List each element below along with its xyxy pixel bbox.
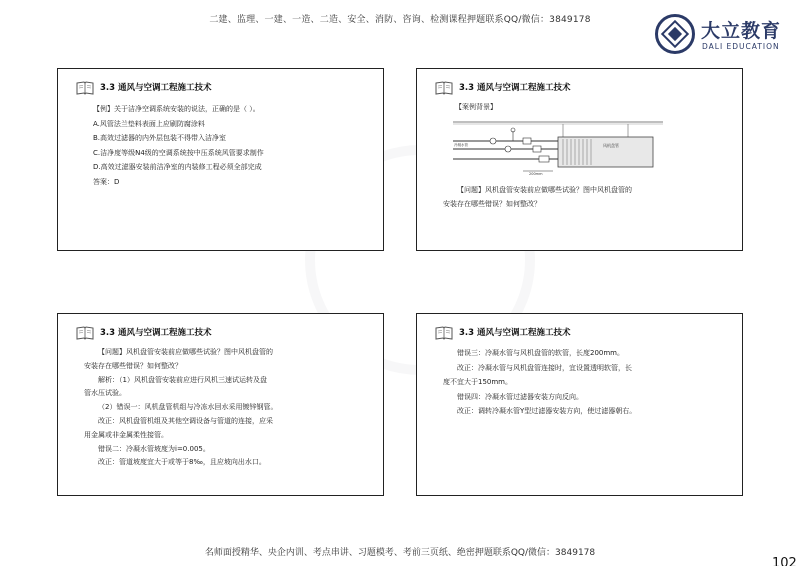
diagram-label-unit: 风机盘管 — [603, 143, 619, 148]
option-a: A.风管法兰垫料表面上应刷防腐涂料 — [93, 119, 205, 128]
book-icon — [76, 326, 94, 340]
slide-title-text: 3.3 通风与空调工程施工技术 — [459, 83, 571, 93]
logo-name-cn: 大立教育 — [701, 20, 782, 42]
header-banner: 二建、监理、一建、一造、二造、安全、消防、咨询、检测课程押题联系QQ/微信：3849178 — [209, 15, 591, 25]
book-icon — [435, 326, 453, 340]
text-line: 改正：风机盘管机组及其他空调设备与管道的连接，应采 — [98, 416, 273, 425]
slide-title-text: 3.3 通风与空调工程施工技术 — [100, 83, 212, 93]
slide-question — [443, 183, 733, 211]
page-number: 102 — [772, 556, 797, 566]
question-line: 安装存在哪些错误？如何整改？ — [443, 200, 541, 208]
dali-logo-icon — [655, 14, 695, 54]
text-line: （2）错误一：风机盘管机组与冷冻水回水采用镀锌钢管。 — [98, 403, 278, 412]
text-line: 管水压试验。 — [84, 389, 126, 398]
slide-body — [84, 346, 369, 470]
text-line: 改正：冷凝水管与风机盘管连接时，宜设置透明软管，长 — [457, 363, 632, 372]
diagram-label-length: 200mm — [529, 172, 543, 176]
fan-coil-diagram — [453, 119, 663, 177]
text-line: 【问题】风机盘管安装前应做哪些试验？图中风机盘管的 — [98, 348, 273, 356]
answer: 答案：D — [93, 177, 120, 186]
book-icon — [435, 81, 453, 95]
question-line: 【问题】风机盘管安装前应做哪些试验？图中风机盘管的 — [457, 186, 632, 194]
slide-title-text: 3.3 通风与空调工程施工技术 — [100, 328, 212, 338]
slide-2 — [416, 68, 743, 251]
option-b: B.高效过滤器的内外层包装不得带入洁净室 — [93, 134, 227, 142]
text-line: 改正：调转冷凝水管Y型过滤器安装方向，使过滤器朝右。 — [457, 407, 637, 415]
text-line: 错误二：冷凝水管坡度为i=0.005。 — [98, 444, 210, 453]
footer-banner: 名师面授精华、央企内训、考点串讲、习题模考、考前三页纸、绝密押题联系QQ/微信：3849178 — [204, 548, 596, 558]
book-icon — [76, 81, 94, 95]
option-d: D.高效过滤器安装前洁净室的内装修工程必须全部完成 — [93, 163, 262, 171]
case-background-label: 【案例背景】 — [455, 103, 497, 111]
text-line: 用金属或非金属柔性接管。 — [84, 430, 168, 439]
text-line: 安装存在哪些错误？如何整改？ — [84, 361, 182, 370]
slide-3 — [57, 313, 384, 496]
text-line: 改正：管道坡度宜大于或等于8‰，且应坡向出水口。 — [98, 458, 266, 467]
slide-title-text: 3.3 通风与空调工程施工技术 — [459, 328, 571, 338]
question-stem: 【例】关于洁净空调系统安装的说法，正确的是（ ）。 — [93, 105, 260, 113]
option-c: C.洁净度等级N4级的空调系统按中压系统风管要求制作 — [93, 148, 264, 157]
text-line: 错误四：冷凝水管过滤器安装方向反向。 — [457, 392, 583, 401]
diagram-label-pipe: 冷凝水管 — [454, 143, 468, 147]
text-line: 错误三：冷凝水管与风机盘管的软管，长度200mm。 — [457, 349, 624, 357]
slide-4 — [416, 313, 743, 496]
text-line: 解析：（1）风机盘管安装前应进行风机三速试运转及盘 — [98, 375, 267, 384]
slide-body — [443, 346, 728, 419]
logo-name-en: DALI EDUCATION — [702, 42, 780, 51]
brand-logo — [655, 14, 795, 58]
slide-body — [93, 102, 378, 189]
text-line: 度不宜大于150mm。 — [443, 378, 512, 386]
slide-1 — [57, 68, 384, 251]
